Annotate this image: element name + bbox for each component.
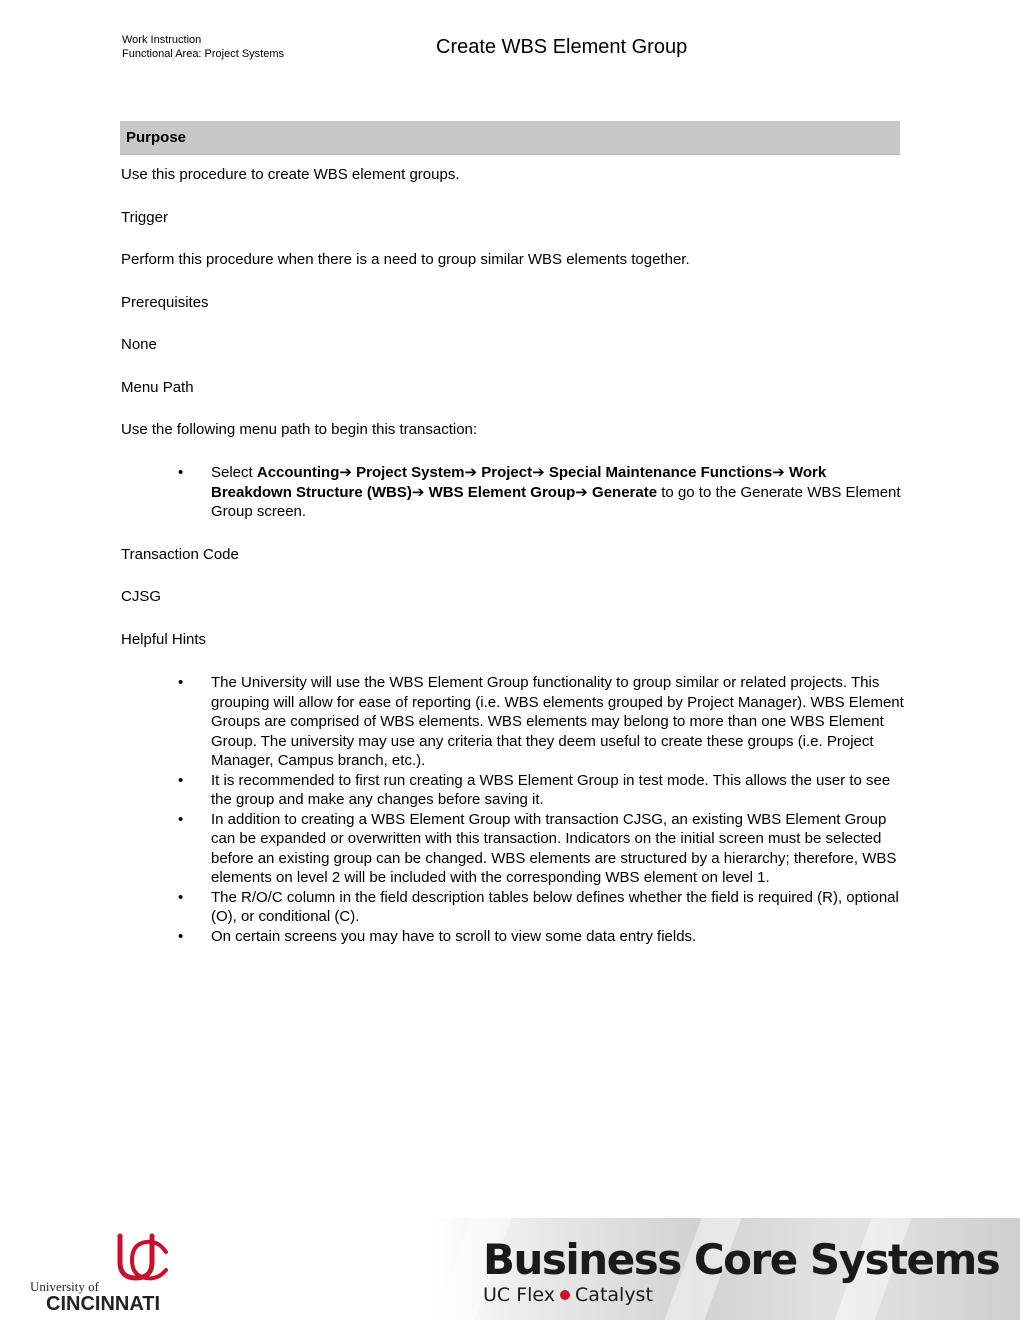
hint-item bbox=[170, 810, 905, 888]
page-title: Create WBS Element Group bbox=[436, 36, 688, 58]
arrow-right-icon: ➔ bbox=[532, 464, 545, 481]
arrow-right-icon: ➔ bbox=[339, 464, 352, 481]
doc-type-label: Work Instruction bbox=[122, 34, 202, 46]
hint-text: In addition to creating a WBS Element Group with transaction CJSG, an existing WBS Element Group can be expanded or overwritten with this transaction. Indicators on the initial screen must be selected before an existing group can be changed. WBS elements are structured by a hierarchy; therefore, WBS elements on level 2 will be included with the corresponding WBS element on level 1. bbox=[211, 810, 897, 886]
logo-university-of: University of bbox=[30, 1279, 99, 1294]
bullet-icon: • bbox=[178, 810, 184, 828]
bullet-icon: • bbox=[178, 888, 184, 906]
menu-path-intro: Use the following menu path to begin this transaction: bbox=[121, 421, 478, 438]
hint-item bbox=[170, 673, 905, 771]
arrow-right-icon: ➔ bbox=[772, 464, 785, 481]
menu-step: Work Breakdown Structure (WBS) bbox=[211, 464, 827, 501]
trigger-heading: Trigger bbox=[121, 209, 168, 226]
menu-step: Project bbox=[481, 464, 533, 481]
footer bbox=[0, 1218, 1020, 1320]
menu-path-list bbox=[170, 463, 905, 522]
hint-text: The University will use the WBS Element Group functionality to group similar or related projects. This grouping will allow for ease of reporting (i.e. WBS elements grouped by Project Manager). WBS Element Groups are comprised of WBS elements. WBS elements may belong to more than one WBS Element Group. The university may use any criteria that they deem useful to create these groups (i.e. Project Manager, Campus branch, etc.). bbox=[211, 674, 904, 769]
purpose-text: Use this procedure to create WBS element groups. bbox=[121, 166, 460, 183]
hint-item bbox=[170, 888, 905, 927]
menu-path-item bbox=[170, 463, 905, 522]
hint-item bbox=[170, 771, 905, 810]
menu-step: WBS Element Group bbox=[428, 483, 576, 501]
menu-step: Generate bbox=[592, 483, 658, 501]
banner-title: Business Core Systems bbox=[483, 1235, 1000, 1284]
helpful-hints-heading: Helpful Hints bbox=[121, 631, 207, 648]
banner-sub-left: UC Flex bbox=[483, 1284, 556, 1306]
bullet-icon: • bbox=[178, 771, 184, 789]
prerequisites-heading: Prerequisites bbox=[121, 294, 209, 311]
red-dot-icon bbox=[560, 1290, 570, 1300]
banner-sub-right: Catalyst bbox=[575, 1284, 653, 1306]
prerequisites-text: None bbox=[121, 336, 157, 353]
functional-area-label: Functional Area: Project Systems bbox=[122, 48, 285, 60]
purpose-heading-bar bbox=[120, 121, 900, 155]
helpful-hints-list bbox=[170, 673, 905, 946]
select-word: Select bbox=[211, 464, 257, 481]
bullet-icon: • bbox=[178, 464, 184, 481]
university-of-cincinnati-logo bbox=[28, 1230, 198, 1310]
menu-step: Accounting bbox=[256, 464, 340, 481]
menu-path-heading: Menu Path bbox=[121, 379, 194, 396]
arrow-right-icon: ➔ bbox=[411, 483, 425, 501]
arrow-right-icon: ➔ bbox=[575, 483, 588, 501]
hint-text: It is recommended to first run creating a WBS Element Group in test mode. This allows the user to see the group and make any changes before saving it. bbox=[211, 771, 891, 808]
menu-path-suffix: to go to the Generate WBS Element Group screen. bbox=[211, 483, 901, 520]
transaction-code-value: CJSG bbox=[121, 588, 162, 605]
hint-text: The R/O/C column in the field description tables below defines whether the field is required (R), optional (O), or conditional (C). bbox=[211, 888, 899, 925]
bullet-icon: • bbox=[178, 674, 184, 691]
menu-step: Special Maintenance Functions bbox=[548, 464, 773, 481]
logo-cincinnati: CINCINNATI bbox=[46, 1293, 161, 1310]
arrow-right-icon: ➔ bbox=[464, 464, 478, 481]
purpose-heading: Purpose bbox=[126, 129, 187, 146]
transaction-code-heading: Transaction Code bbox=[121, 546, 239, 563]
banner-subtitle bbox=[483, 1284, 653, 1306]
menu-step: Project System bbox=[356, 464, 465, 481]
trigger-text: Perform this procedure when there is a need to group similar WBS elements together. bbox=[121, 251, 690, 268]
hint-text: On certain screens you may have to scroll to view some data entry fields. bbox=[211, 927, 697, 945]
hint-item bbox=[170, 927, 905, 947]
bullet-icon: • bbox=[178, 927, 184, 945]
business-core-systems-banner bbox=[433, 1218, 1020, 1320]
document-header-info bbox=[122, 33, 284, 61]
